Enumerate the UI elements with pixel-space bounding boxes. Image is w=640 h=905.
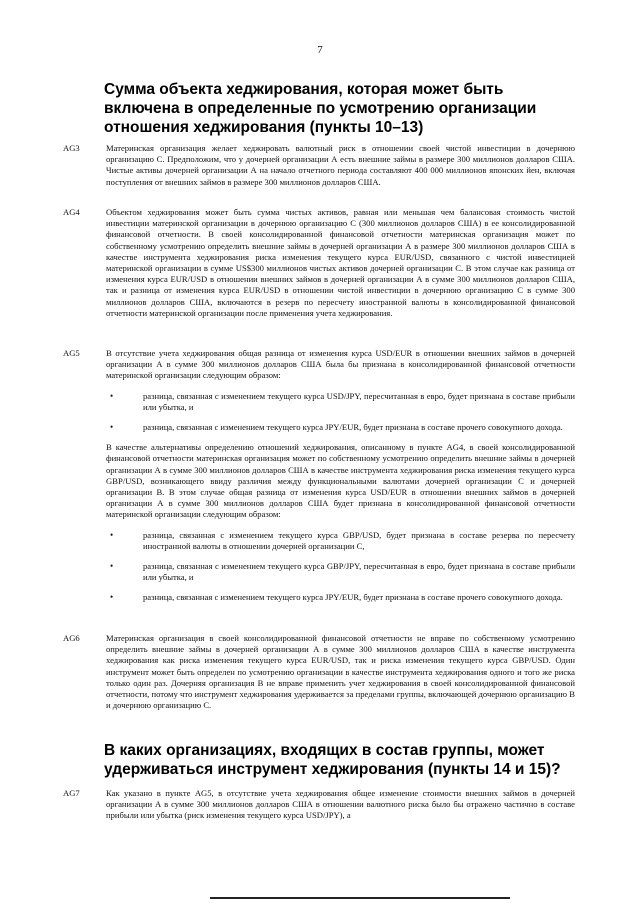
bullet-icon: • (110, 529, 114, 540)
paragraph-ag3 (63, 143, 575, 197)
list-item-text: разница, связанная с изменением текущего курса GBP/USD, будет признана в составе резерва по пересчету иностранной валюты в отношении дочерней организации С, (143, 529, 575, 551)
paragraph-number: AG3 (63, 143, 80, 153)
bullet-icon: • (110, 561, 114, 572)
list-item-text: разница, связанная с изменением текущего курса USD/JPY, пересчитанная в евро, будет признана в составе прибыли или убытка, и (143, 390, 575, 412)
paragraph-number: AG5 (63, 348, 80, 358)
list-item-text: разница, связанная с изменением текущего курса JPY/EUR, будет признана в составе прочего совокупного дохода. (143, 422, 563, 433)
list-item-text: разница, связанная с изменением текущего курса JPY/EUR, будет признана в составе прочего совокупного дохода. (143, 592, 563, 603)
paragraph-text: Объектом хеджирования может быть сумма чистых активов, равная или меньшая чем балансовая стоимость чистой инвестиции материнской организации в дочернюю организацию С (300 миллионов долларов США) в ее консолидированной финансовой отчетности. В своей консолидированной финансовой отчетности материнская организация может по собственному усмотрению определить внешние займы в дочерней организации А в размере 300 миллионов долларов США в качестве инструмента хеджирования риска изменения текущего курса EUR/USD, связанного с чистой инвестицией материнской организации в сумме US$300 миллионов чистых активов дочерней организации С. В этом случае как разница от изменения курса EUR/USD в отношении внешних займов в дочерней организации А в сумме 300 миллионов долларов США, так и разница от изменения курса EUR/USD в отношении чистой инвестиции в дочернюю организацию С в сумме 300 миллионов долларов США, включаются в резерв по пересчету иностранной валюты в консолидированной финансовой отчетности материнской организации после применения учета хеджирования. (106, 207, 575, 318)
bullet-icon: • (110, 390, 114, 401)
paragraph-number: AG6 (63, 633, 80, 643)
paragraph-ag4 (63, 207, 575, 328)
bullet-list (106, 530, 575, 604)
paragraph-text: Материнская организация желает хеджировать валютный риск в отношении своей чистой инвестиции в дочернюю организацию С. Предположим, что у дочерней организации А есть внешние займы в размере 300 миллионов долларов США. Чистые активы дочерней организации А на начало отчетного периода составляют 400 000 миллионов японских йен, включая поступления от внешних займов в размере 300 миллионов долларов США. (106, 143, 575, 187)
paragraph-text: Как указано в пункте AG5, в отсутствие учета хеджирования общее изменение стоимости внешних займов в дочерней организации А в сумме 300 миллионов долларов США в отношении валютного риска было бы отражено частично в составе прибыли или убытка (риск изменения текущего курса USD/JPY), а (106, 788, 575, 821)
paragraph-intro: В отсутствие учета хеджирования общая разница от изменения курса USD/EUR в отношении внешних займов в дочерней организации А в сумме 300 миллионов долларов США была бы признана в консолидированной финансовой отчетности материнской организации следующим образом: (106, 348, 575, 381)
bullet-list (106, 391, 575, 434)
page-number: 7 (317, 44, 323, 56)
bullet-icon: • (110, 592, 114, 603)
paragraph-text: Материнская организация в своей консолидированной финансовой отчетности не вправе по собственному усмотрению определить внешние займы в дочерней организации А в сумме 300 миллионов долларов США в качестве инструмента хеджирования как риска изменения текущего курса EUR/USD, так и риска изменения текущего курса GBP/USD. Один инструмент может быть определен по усмотрению организации в качестве инструмента хеджирования одного и того же риска только один раз. Дочерняя организация В не вправе применить учет хеджирования в своей консолидированной финансовой отчетности, потому что инструмент хеджирования удерживается за пределами группы, включающей дочернюю организацию В и дочернюю организацию С. (106, 633, 575, 711)
paragraph-number: AG7 (63, 788, 80, 798)
paragraph-ag5 (63, 348, 575, 613)
bullet-icon: • (110, 422, 114, 433)
paragraph-number: AG4 (63, 207, 80, 217)
paragraph-ag6 (63, 633, 575, 720)
list-item (106, 422, 575, 433)
section-heading-group-entities: В каких организациях, входящих в состав группы, может удерживаться инструмент хеджирования (пункты 14 и 15)? (104, 742, 561, 778)
list-item (106, 530, 575, 552)
list-item (106, 561, 575, 583)
list-item (106, 391, 575, 413)
scan-artifact-line (210, 897, 510, 899)
paragraph-ag7 (63, 788, 575, 831)
paragraph-middle: В качестве альтернативы определению отношений хеджирования, описанному в пункте AG4, в своей консолидированной финансовой отчетности материнская организация может по собственному усмотрению определить внешние займы в дочерней организации А в сумме 300 миллионов долларов США в качестве инструмента хеджирования риска изменения текущего курса GBP/USD, возникающего ввиду различия между функциональными валютами дочерней организации С и дочерней организации В. В этом случае общая разница от изменения курса USD/EUR в отношении внешних займов в дочерней организации А в сумме 300 миллионов долларов США будет признана в консолидированной финансовой отчетности материнской организации следующим образом: (106, 442, 575, 520)
list-item (106, 592, 575, 603)
list-item-text: разница, связанная с изменением текущего курса GBP/JPY, пересчитанная в евро, будет признана в составе прибыли или убытка, и (143, 561, 575, 583)
section-heading-hedged-item-amount: Сумма объекта хеджирования, которая может быть включена в определенные по усмотрению организации отношения хеджирования (пункты 10–13) (104, 81, 537, 136)
